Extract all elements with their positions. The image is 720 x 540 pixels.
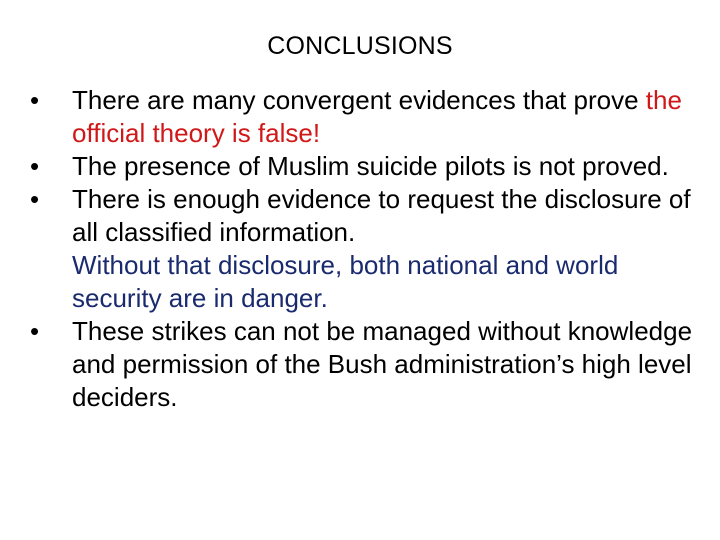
bullet-item (30, 150, 700, 183)
bullet-text: These strikes can not be managed without knowledge and permission of the Bush administration’s high level deciders. (72, 316, 693, 412)
bullet-marker: • (30, 151, 40, 181)
bullet-item (30, 315, 700, 414)
bullet-item (30, 84, 700, 150)
bullet-marker: • (30, 85, 40, 115)
bullet-item (30, 183, 700, 315)
highlighted-text: the official theory is false (72, 85, 682, 148)
bullet-text: The presence of Muslim suicide pilots is not proved. (72, 151, 669, 181)
bullet-marker: • (30, 316, 40, 346)
bullet-text: There is enough evidence to request the disclosure of all classified information. (72, 184, 691, 247)
bullet-list (30, 84, 700, 414)
bullet-continuation-text: Without that disclosure, both national and world security are in danger. (72, 250, 619, 313)
exclamation-mark: ! (312, 118, 321, 148)
bullet-marker: • (30, 184, 40, 214)
bullet-text: There are many convergent evidences that prove (72, 85, 646, 115)
slide-title: CONCLUSIONS (267, 32, 453, 60)
